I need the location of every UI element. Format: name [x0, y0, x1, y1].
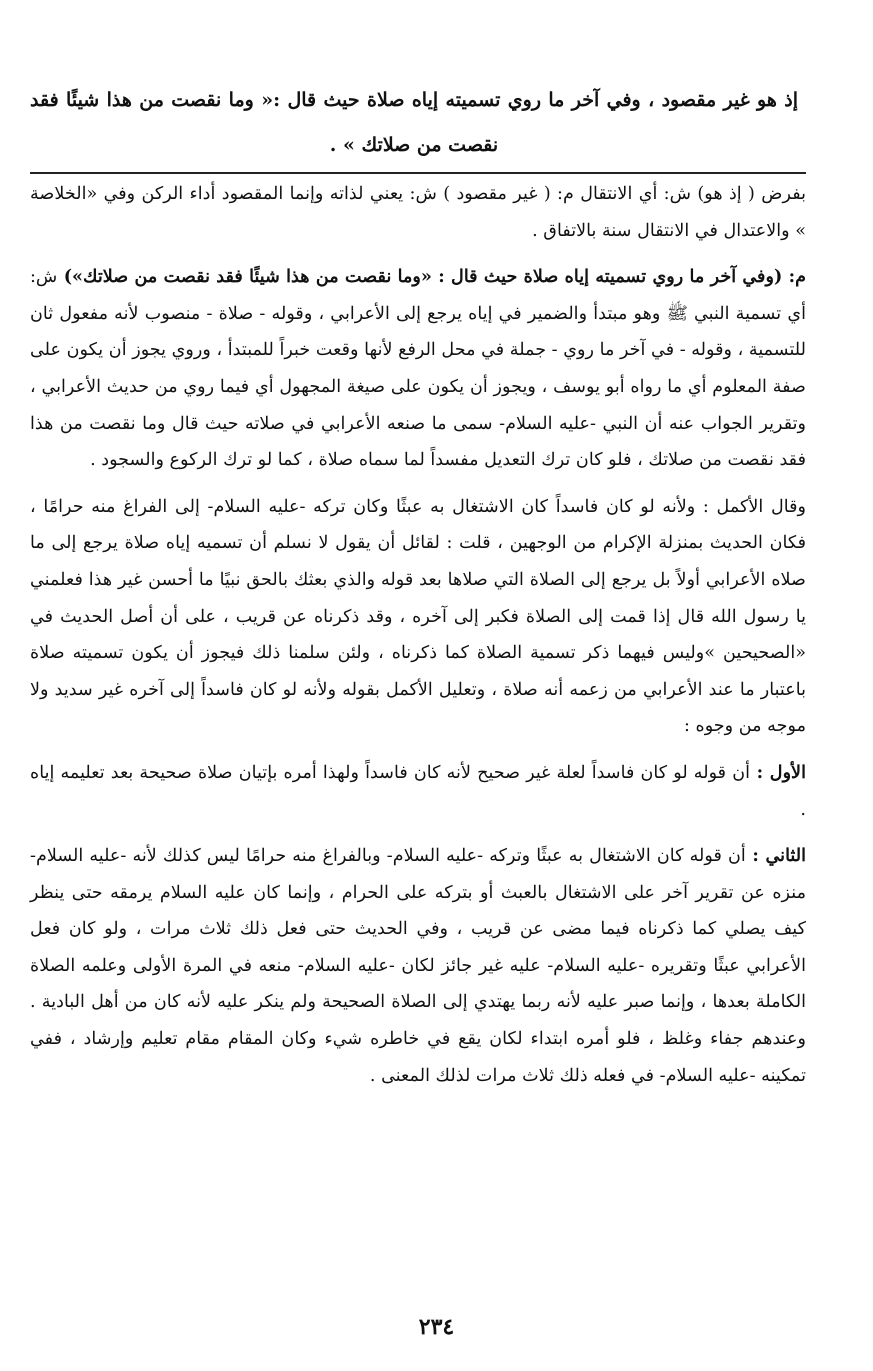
commentary-paragraph [30, 259, 806, 479]
commentary [30, 176, 806, 1094]
paragraph-text: أن قوله كان الاشتغال به عبثًا وتركه -عليه السلام- وبالفراغ منه حرامًا ليس كذلك لأنه -عليه السلام- منزه عن تقرير آخر على الاشتغال بالعبث أو بتركه على الحرام ، وإنما كان عليه السلام يرمقه حتى ينظر كيف يصلي كما ذكرناه فيما مضى عن قريب ، وفي الحديث حتى فعل ذلك ثلاث مرات ، ولو كان فعل الأعرابي عبثًا وتقريره -عليه السلام- عليه غير جائز لكان -عليه السلام- منعه في المرة الأولى وعلمه الصلاة الكاملة بعدها ، وإنما صبر عليه لأنه ربما يهتدي إلى الصلاة الصحيحة ولم ينكر عليه لأنه كان من أهل البادية . وعندهم جفاء وغلظ ، فلو أمره ابتداء لكان يقع في خاطره شيء وكان المقام مقام تعليم وإرشاد ، ففي تمكينه -عليه السلام- في فعله ذلك ثلاث مرات لذلك المعنى . [30, 846, 806, 1086]
commentary-paragraph [30, 176, 806, 249]
paragraph-lead: م: (وفي آخر ما روي تسميته إياه صلاة حيث قال : «وما نقصت من هذا شيئًا فقد نقصت من صلاتك») [57, 266, 806, 288]
paragraph-text: وقال الأكمل : ولأنه لو كان فاسداً كان الاشتغال به عبثًا وكان تركه -عليه السلام- إلى الفراغ منه حرامًا ، فكان الحديث بمنزلة الإكرام من الوجهين ، قلت : لقائل أن يقول لا نسلم أن تسميه إياه صلاة يرجع إلى ما صلاه الأعرابي أولاً بل يرجع إلى الصلاة التي صلاها بعد قوله والذي بعثك بالحق نبيًا ما أحسن غير هذا فعلمني يا رسول الله قال إذا قمت إلى الصلاة فكبر إلى آخره ، وقد ذكرناه عن قريب ، على أن أصل الحديث في «الصحيحين »وليس فيهما ذكر تسمية الصلاة كما ذكرناه ، ولئن سلمنا ذلك فيجوز أن يكون تسميته صلاة باعتبار ما عند الأعرابي من زعمه أنه صلاة ، وتعليل الأكمل بقوله ولأنه لو كان فاسداً إلى آخره غير سديد ولا موجه من وجوه : [30, 496, 806, 737]
paragraph-text: ش: أي تسمية النبي ﷺ وهو مبتدأ والضمير في إياه يرجع إلى الأعرابي ، وقوله - صلاة - منصوب لأنه مفعول ثان للتسمية ، وقوله - في آخر ما روي - جملة في محل الرفع لأنها وقعت خبراً للمبتدأ ، وروي يجوز أن يكون على صفة المعلوم أي ما رواه أبو يوسف ، ويجوز أن يكون على صيغة المجهول أي فيما روي من حديث الأعرابي ، وتقرير الجواب عنه أن النبي -عليه السلام- سمى ما صنعه الأعرابي في صلاته حيث قال وما نقصت من هذا فقد نقصت من صلاتك ، فلو كان ترك التعديل مفسداً لما سماه صلاة ، كما لو ترك الركوع والسجود . [30, 267, 806, 471]
commentary-paragraph [30, 755, 806, 828]
book-page [30, 78, 806, 1104]
paragraph-text: أن قوله لو كان فاسداً لعلة غير صحيح لأنه كان فاسداً ولهذا أمره بإتيان صلاة صحيحة بعد تعليمه إياه . [30, 762, 806, 820]
paragraph-lead: الثاني : [745, 845, 806, 867]
paragraph-text: بفرض ( إذ هو) ش: أي الانتقال م: ( غير مقصود ) ش: يعني لذاته وإنما المقصود أداء الركن وفي «الخلاصة » والاعتدال في الانتقال سنة بالاتفاق . [30, 184, 806, 241]
commentary-paragraph [30, 838, 806, 1094]
page-number: ٢٣٤ [418, 1314, 455, 1340]
commentary-paragraph [30, 489, 806, 745]
matn-text: إذ هو غير مقصود ، وفي آخر ما روي تسميته إياه صلاة حيث قال :« وما نقصت من هذا شيئًا فقد نقصت من صلاتك » . [30, 89, 798, 156]
paragraph-lead: الأول : [750, 761, 806, 783]
section-divider [30, 172, 806, 174]
